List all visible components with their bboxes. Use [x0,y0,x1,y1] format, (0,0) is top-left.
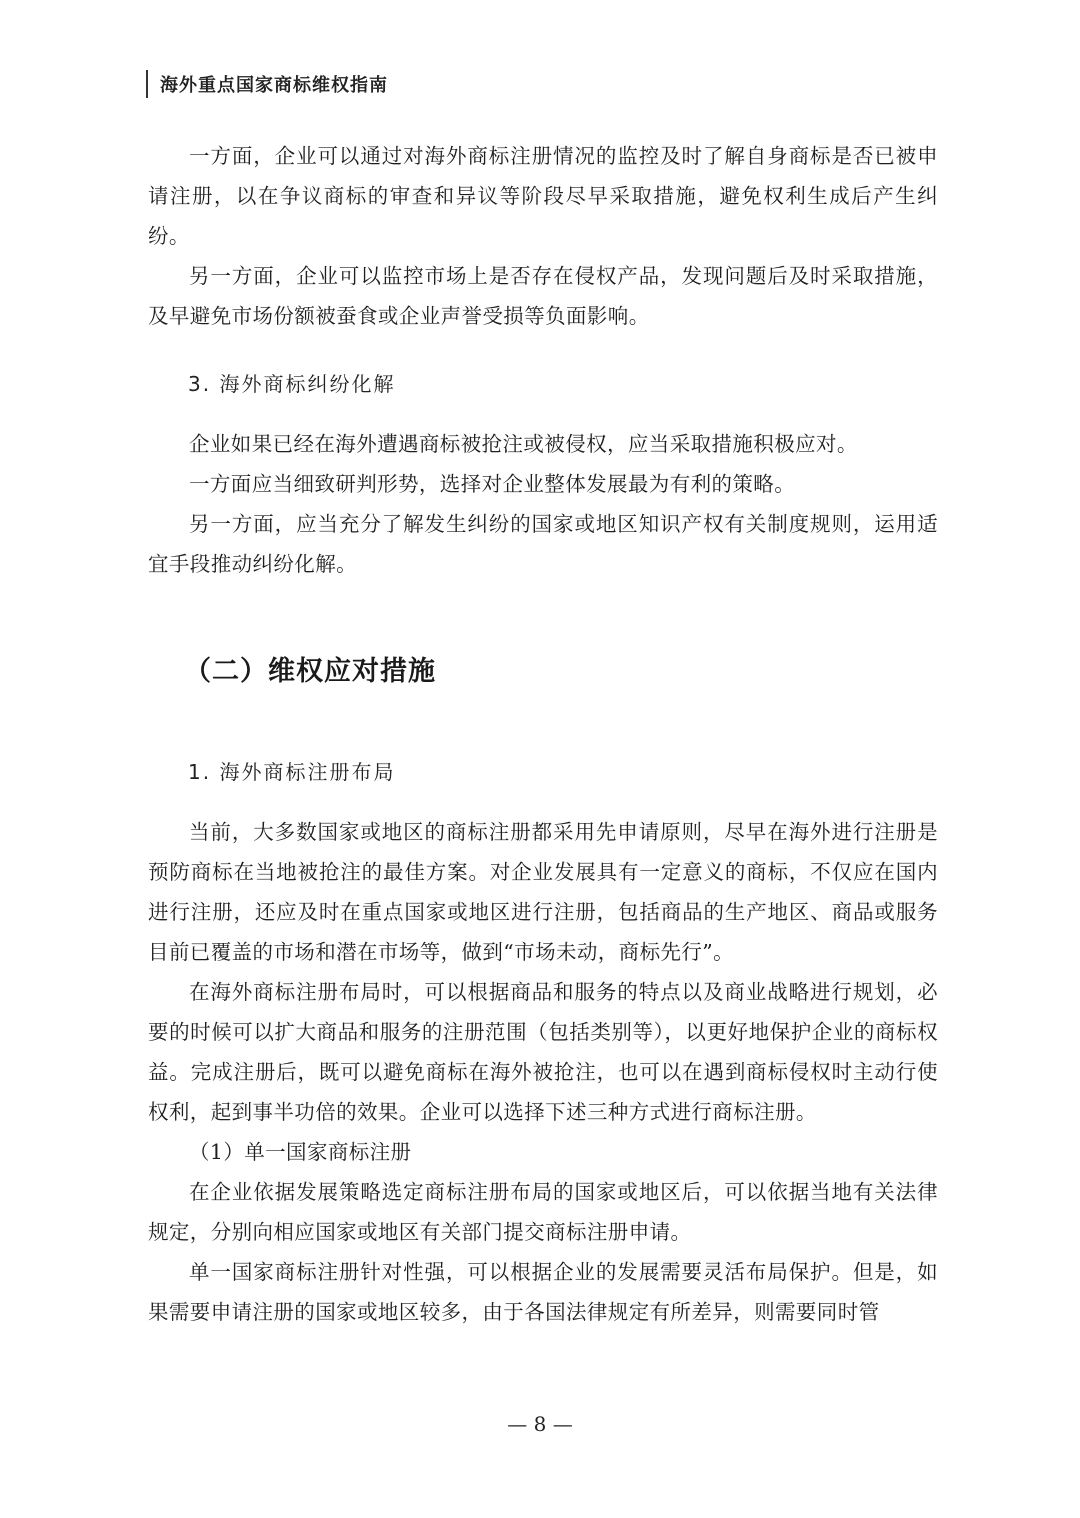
page-number: — 8 — [507,1412,573,1436]
subheading-dispute-resolution: 3. 海外商标纠纷化解 [188,372,396,396]
paragraph-single-country-title: （1）单一国家商标注册 [189,1140,412,1164]
paragraph-monitor-registration: 一方面，企业可以通过对海外商标注册情况的监控及时了解自身商标是否已被申请注册，以在争议商标的审查和异议等阶段尽早采取措施，避免权利生成后产生纠纷。 [148,144,938,248]
paragraph-single-country-pros-cons: 单一国家商标注册针对性强，可以根据企业的发展需要灵活布局保护。但是，如果需要申请注册的国家或地区较多，由于各国法律规定有所差异，则需要同时管 [148,1260,938,1324]
paragraph-monitor-market: 另一方面，企业可以监控市场上是否存在侵权产品，发现问题后及时采取措施，及早避免市场份额被蚕食或企业声誉受损等负面影响。 [148,264,938,328]
book-title: 海外重点国家商标维权指南 [160,75,388,96]
page-content [148,136,938,1332]
paragraph-dispute-rules: 另一方面，应当充分了解发生纠纷的国家或地区知识产权有关制度规则，运用适宜手段推动纠纷化解。 [148,512,938,576]
paragraph-first-to-file: 当前，大多数国家或地区的商标注册都采用先申请原则，尽早在海外进行注册是预防商标在当地被抢注的最佳方案。对企业发展具有一定意义的商标，不仅应在国内进行注册，还应及时在重点国家或地区进行注册，包括商品的生产地区、商品或服务目前已覆盖的市场和潜在市场等，做到“市场未动，商标先行”。 [148,820,938,964]
section-heading-countermeasures: （二）维权应对措施 [184,656,436,687]
running-header [146,68,388,100]
paragraph-single-country-procedure: 在企业依据发展策略选定商标注册布局的国家或地区后，可以依据当地有关法律规定，分别向相应国家或地区有关部门提交商标注册申请。 [148,1180,938,1244]
paragraph-dispute-strategy: 一方面应当细致研判形势，选择对企业整体发展最为有利的策略。 [189,472,796,496]
paragraph-registration-planning: 在海外商标注册布局时，可以根据商品和服务的特点以及商业战略进行规划，必要的时候可以扩大商品和服务的注册范围（包括类别等），以更好地保护企业的商标权益。完成注册后，既可以避免商标在海外被抢注，也可以在遇到商标侵权时主动行使权利，起到事半功倍的效果。企业可以选择下述三种方式进行商标注册。 [148,980,938,1124]
header-divider [146,70,148,98]
paragraph-dispute-intro: 企业如果已经在海外遭遇商标被抢注或被侵权，应当采取措施积极应对。 [189,432,858,456]
subheading-registration-layout: 1. 海外商标注册布局 [188,760,396,784]
